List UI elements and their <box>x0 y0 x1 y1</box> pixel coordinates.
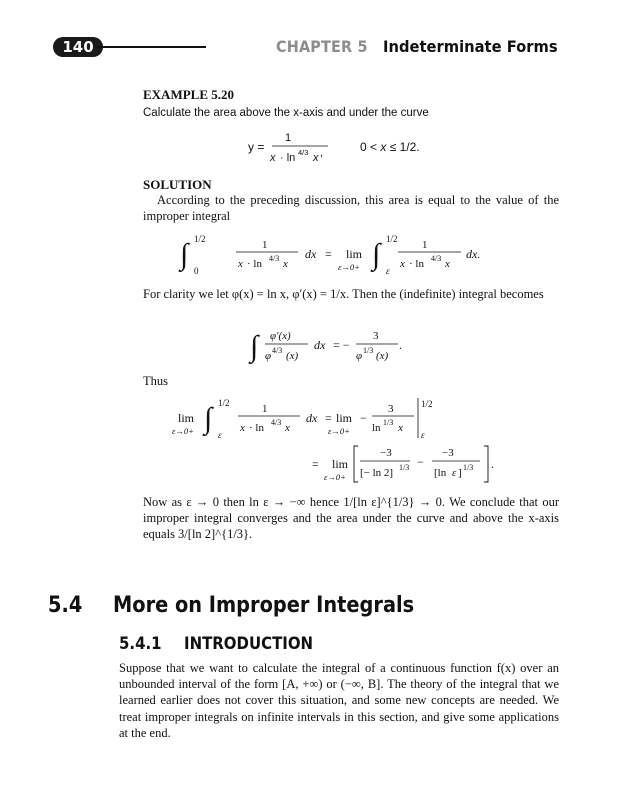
svg-text:φ: φ <box>356 350 363 362</box>
svg-text:=: = <box>325 247 332 261</box>
svg-text:∫: ∫ <box>180 238 189 271</box>
svg-text:−: − <box>417 455 424 469</box>
svg-text:∫: ∫ <box>250 330 259 363</box>
solution-paragraph-1: According to the preceding discussion, this area is equal to the value of the improper integral <box>143 193 559 223</box>
subsection-number: 5.4.1 <box>119 634 162 654</box>
chapter-label: CHAPTER 5 <box>276 37 368 56</box>
svg-text:x: x <box>285 422 290 434</box>
svg-text:ε: ε <box>218 430 222 440</box>
svg-text:dx: dx <box>305 247 317 261</box>
svg-text:ε→0+: ε→0+ <box>172 426 194 436</box>
svg-text:4/3: 4/3 <box>271 418 282 427</box>
svg-text:4/3: 4/3 <box>269 254 280 263</box>
svg-text:x: x <box>400 258 405 270</box>
section-title: More on Improper Integrals <box>113 593 415 618</box>
example-prompt: Calculate the area above the x-axis and under the curve <box>143 107 429 119</box>
svg-text:· ln: · ln <box>409 258 424 270</box>
svg-text:φ: φ <box>265 350 272 362</box>
svg-text:lim: lim <box>332 457 349 471</box>
header-rule <box>96 46 206 48</box>
svg-text:ε: ε <box>452 467 457 479</box>
svg-text:4/3: 4/3 <box>272 346 283 355</box>
svg-text:· ln: · ln <box>249 422 264 434</box>
section-number: 5.4 <box>48 593 83 618</box>
section-intro-paragraph: Suppose that we want to calculate the integral of a continuous function f(x) over an unbounded interval of the form [A, +∞) or (−∞, B]. The theory of the integral that we learned earlier does not cover this situation, and some new concepts are needed. We treat improper integrals on infinite intervals in this section, and give some applications at the end. <box>119 661 559 740</box>
svg-text:ε: ε <box>386 266 390 276</box>
svg-text:1/3: 1/3 <box>363 346 374 355</box>
svg-text:1/2: 1/2 <box>421 399 433 409</box>
chapter-title: Indeterminate Forms <box>383 37 558 56</box>
svg-text:1: 1 <box>285 132 292 144</box>
svg-text:0 < x ≤ 1/2.: 0 < x ≤ 1/2. <box>360 140 420 154</box>
solution-paragraph-3: Now as ε → 0 then ln ε → −∞ hence 1/[ln ε]^{1/3} → 0. We conclude that our improper integral converges and the area under the curve and above the x-axis equals 3/[ln 2]^{1/3}. <box>143 495 559 541</box>
svg-text:· ln: · ln <box>280 152 296 164</box>
svg-text:3: 3 <box>388 403 394 415</box>
svg-text:,: , <box>320 147 324 159</box>
solution-label: SOLUTION <box>143 177 212 192</box>
svg-text:dx: dx <box>306 411 318 425</box>
svg-text:−3: −3 <box>380 447 392 459</box>
improper-integral-equation <box>176 230 496 280</box>
svg-text:lim: lim <box>346 247 363 261</box>
svg-text:1: 1 <box>422 239 428 251</box>
svg-text:x: x <box>238 258 243 270</box>
thus-label: Thus <box>143 374 168 388</box>
svg-text:4/3: 4/3 <box>431 254 442 263</box>
svg-text:φ′(x): φ′(x) <box>270 330 291 342</box>
svg-text:y =: y = <box>248 140 265 154</box>
svg-text:=: = <box>325 411 332 425</box>
svg-text:x: x <box>445 258 450 270</box>
svg-text:1/3: 1/3 <box>399 463 410 472</box>
solution-paragraph-2: For clarity we let φ(x) = ln x, φ′(x) = 1/x. Then the (indefinite) integral becomes <box>143 287 544 301</box>
svg-text:1/2: 1/2 <box>218 398 230 408</box>
svg-text:∫: ∫ <box>204 402 213 435</box>
svg-text:1: 1 <box>262 239 268 251</box>
svg-text:x: x <box>240 422 245 434</box>
svg-text:.: . <box>491 457 494 471</box>
svg-text:ln: ln <box>372 422 381 434</box>
svg-text:0: 0 <box>194 266 199 276</box>
svg-text:3: 3 <box>373 330 379 342</box>
svg-text:.: . <box>399 338 402 352</box>
svg-text:x: x <box>283 258 288 270</box>
example-label: EXAMPLE 5.20 <box>143 87 234 102</box>
svg-text:1/2: 1/2 <box>194 234 206 244</box>
svg-text:dx.: dx. <box>466 247 481 261</box>
svg-text:1/3: 1/3 <box>383 418 394 427</box>
svg-text:−3: −3 <box>442 447 454 459</box>
svg-text:−: − <box>360 411 367 425</box>
curve-equation <box>240 124 460 170</box>
svg-text:4/3: 4/3 <box>298 148 309 157</box>
svg-text:ε: ε <box>421 430 425 440</box>
limit-evaluation-equation <box>170 394 530 484</box>
page-number-badge: 140 <box>53 37 103 57</box>
svg-text:1: 1 <box>262 403 268 415</box>
svg-text:[− ln 2]: [− ln 2] <box>360 467 394 479</box>
svg-text:1/3: 1/3 <box>463 463 474 472</box>
indefinite-integral-equation <box>248 322 428 370</box>
svg-text:lim: lim <box>336 411 353 425</box>
svg-text:1/2: 1/2 <box>386 234 398 244</box>
svg-text:· ln: · ln <box>247 258 262 270</box>
svg-text:x: x <box>270 152 276 164</box>
svg-text:= −: = − <box>333 338 350 352</box>
subsection-title: INTRODUCTION <box>184 634 314 654</box>
svg-text:ε→0+: ε→0+ <box>324 472 346 482</box>
svg-text:]: ] <box>458 467 462 479</box>
svg-text:[ln: [ln <box>434 467 447 479</box>
svg-text:dx: dx <box>314 338 326 352</box>
svg-text:x: x <box>398 422 403 434</box>
svg-text:ε→0+: ε→0+ <box>328 426 350 436</box>
svg-text:=: = <box>312 457 319 471</box>
svg-text:x: x <box>313 152 319 164</box>
svg-text:ε→0+: ε→0+ <box>338 262 360 272</box>
svg-text:lim: lim <box>178 411 195 425</box>
svg-text:∫: ∫ <box>372 238 381 271</box>
svg-text:(x): (x) <box>286 350 299 362</box>
svg-text:(x): (x) <box>376 350 389 362</box>
